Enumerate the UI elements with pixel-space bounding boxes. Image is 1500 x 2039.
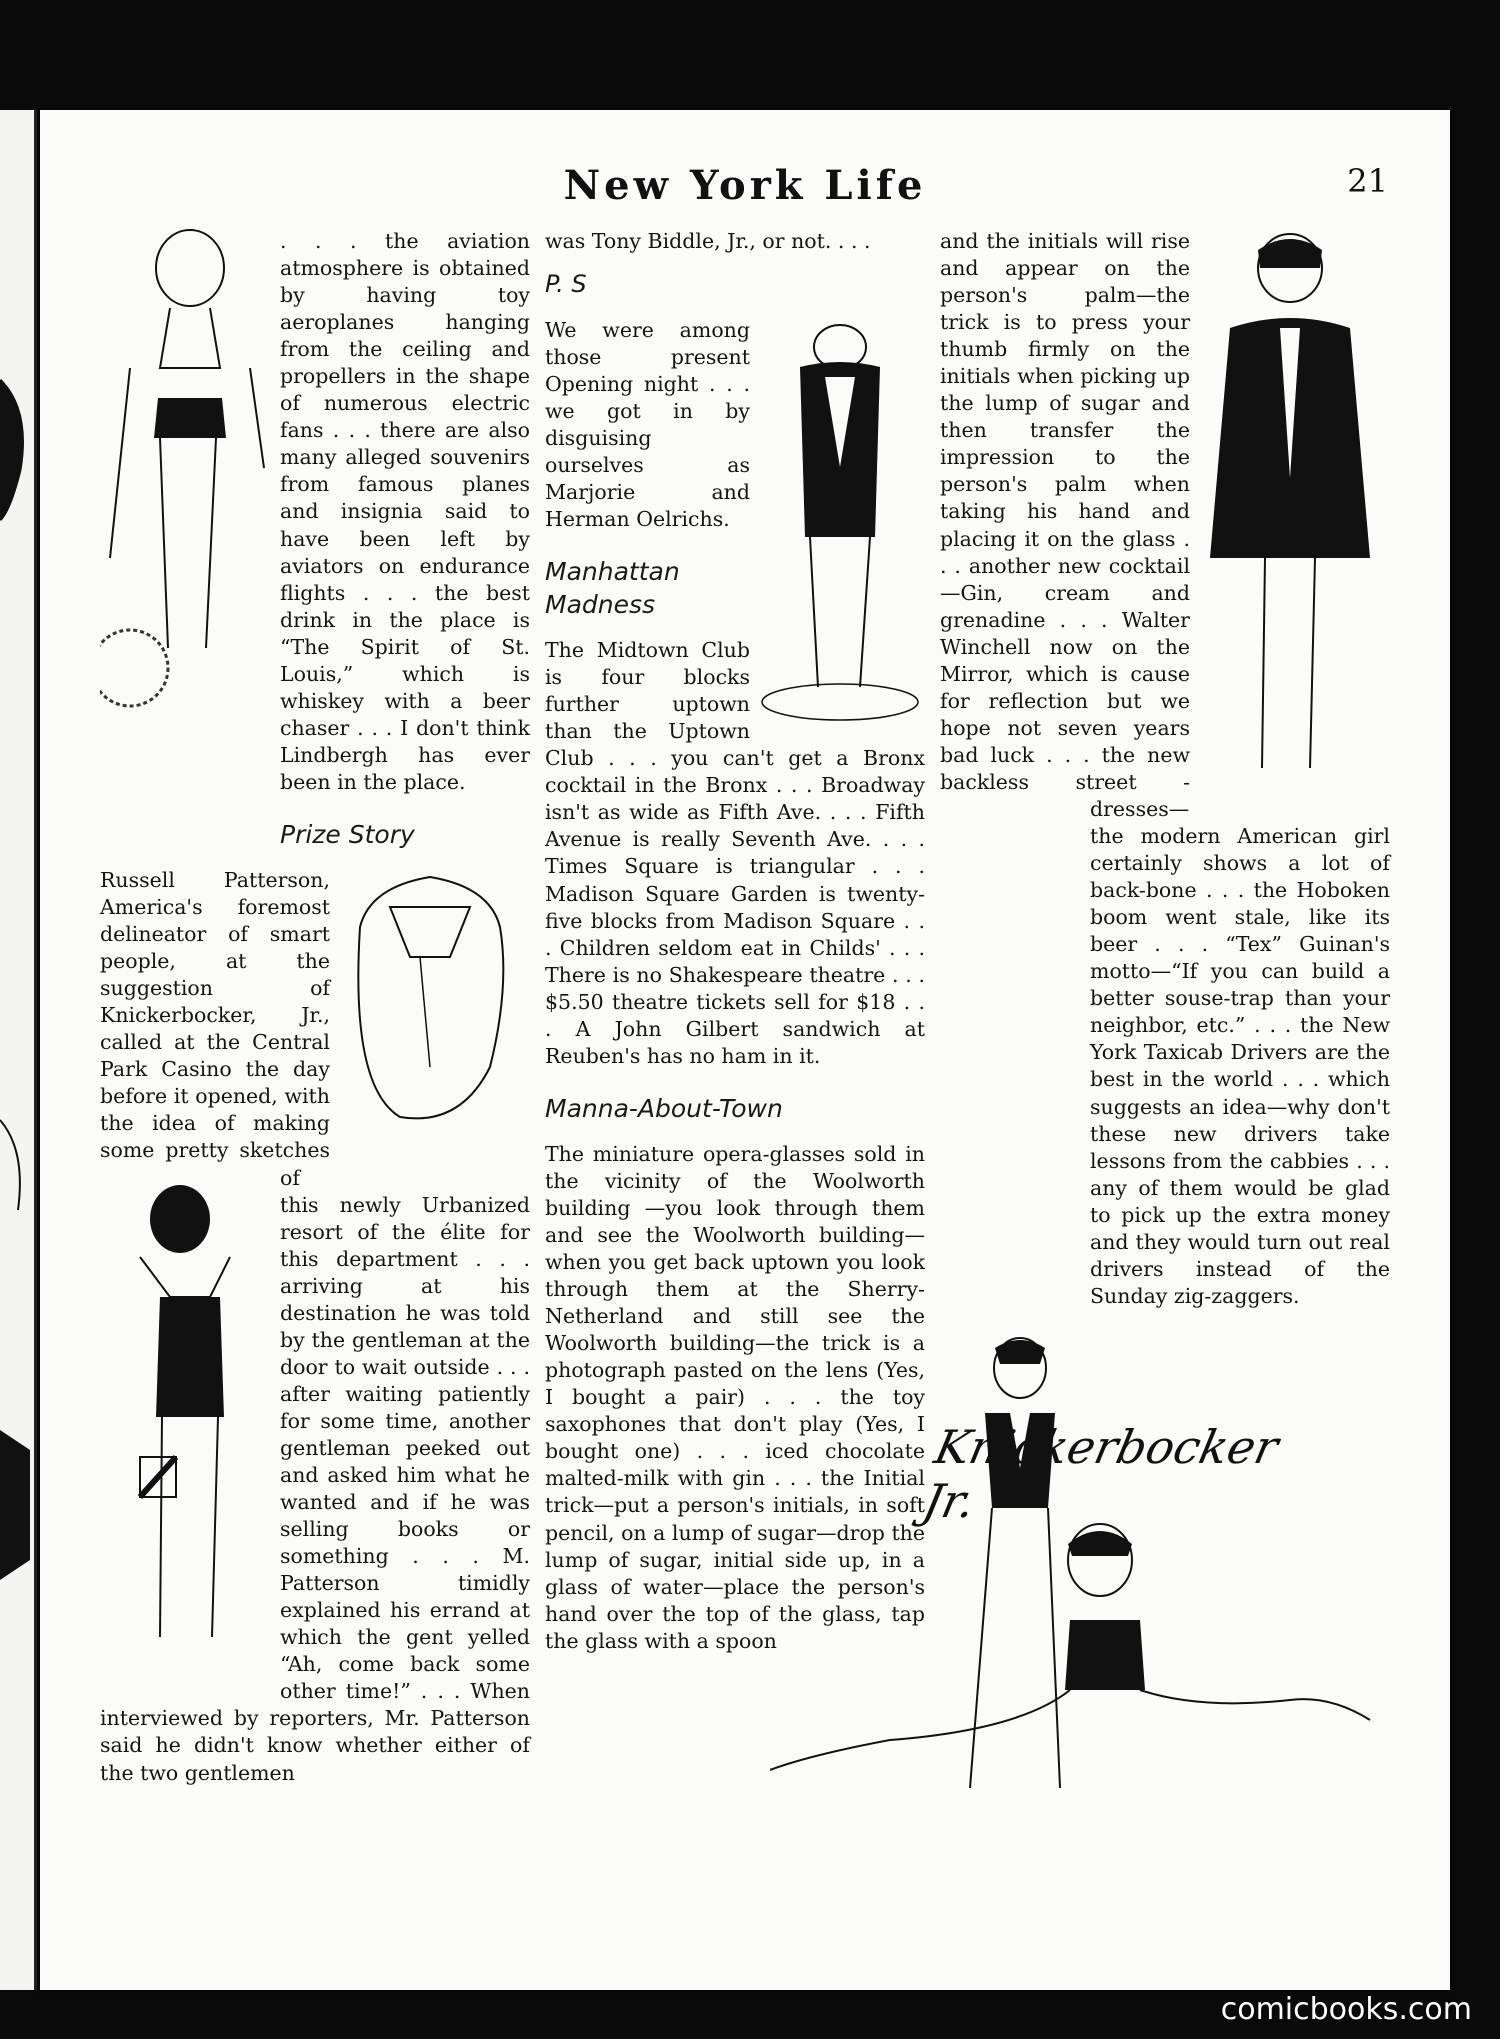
article-initial-trick-continued: and the initials will rise and appear on the person's palm—the trick is to press your thumb firmly on the initials when picking up the lump of sugar and then transfer the impression to the person's palm when taking his hand and placing it on the glass . . . another new cocktail—Gin, cream and grenadine . . . Walter Winchell now on the Mirror, which is cause for reflection but we hope not seven years bad luck . . . the new backless street - dresses— the modern American girl certainly shows a lot of back-bone . . . the Hoboken boom went stale, like its beer . . . “Tex” Guinan's motto—“If you can build a better souse-trap than your neighbor, etc.” . . . the New York Taxicab Drivers are the best in the world . . . which suggests an idea—why don't these new drivers take lessons from the cabbies . . . any of them would be glad to pick up the extra money and they would turn out real drivers instead of the Sunday zig-zaggers. xyxy=(940,229,1390,1308)
sketch-woman-in-coat xyxy=(1190,228,1390,808)
signature-knickerbocker: Knickerbocker Jr. xyxy=(918,1420,1284,1528)
column-left xyxy=(100,228,530,1797)
previous-page-edge xyxy=(0,110,37,1990)
article-aviation-atmosphere: . . . the aviation atmosphere is obtained by having toy aeroplanes hanging from the ceiling and propellers in the shape of numerous electric fans . . . there are also many alleged souvenirs from famous planes and insignia said to have been left by aviators on endurance flights . . . the best drink in the place is “The Spirit of St. Louis,” which is whiskey with a beer chaser . . . I don't think Lindbergh has ever been in the place. xyxy=(280,229,530,794)
sketch-hat-figure xyxy=(330,867,530,1167)
sketch-backless-dress xyxy=(750,317,925,727)
page-title: New York Life xyxy=(563,162,927,209)
magazine-page xyxy=(40,110,1450,1990)
heading-manhattan-madness: Manhattan Madness xyxy=(545,557,680,620)
heading-manna-about-town: Manna-About-Town xyxy=(545,1093,783,1123)
article-ps: We were among those present Opening night . . . we got in by disguising ourselves as Marjorie and Herman Oelrichs. xyxy=(545,317,750,532)
article-continuation: was Tony Biddle, Jr., or not. . . . xyxy=(545,229,871,253)
sketch-woman-aviator-outfit xyxy=(100,228,280,843)
article-manna-about-town: The miniature opera-glasses sold in the vicinity of the Woolworth building —you look through them and see the Woolworth building—when you get back uptown you look through them at the Sherry-Netherland and still see the Woolworth building—the trick is a photograph pasted on the lens (Yes, I bought a pair) . . . the toy saxophones that don't play (Yes, I bought one) . . . iced chocolate malted-milk with gin . . . the Initial trick—put a person's initials, in soft pencil, on a lump of sugar—drop the lump of sugar, initial side up, in a glass of water—place the person's hand over the top of the glass, tap the glass with a spoon xyxy=(545,1141,926,1653)
previous-page-sketch xyxy=(0,110,34,1990)
column-middle xyxy=(545,228,925,1665)
article-manhattan-madness: The Midtown Club is four blocks further uptown than the Uptown Club . . . you can't get a Bronx cocktail in the Bronx . . . Broadway isn't as wide as Fifth Ave. . . . Fifth Avenue is really Seventh Ave. . . . Times Square is triangular . . . Madison Square Garden is twenty-five blocks from Madison Square . . . Children seldom eat in Childs' . . . There is no Shakespeare theatre . . . $5.50 theatre tickets sell for $18 . . . A John Gilbert sandwich at Reuben's has no ham in it. xyxy=(545,638,925,1068)
sketch-reclining-woman xyxy=(770,1490,1390,1780)
heading-ps: P. S xyxy=(545,270,587,299)
sketch-woman-with-handbag xyxy=(100,1167,280,1687)
page-number: 21 xyxy=(1347,162,1388,200)
heading-prize-story: Prize Story xyxy=(280,819,415,849)
footer-watermark: comicbooks.com xyxy=(1220,1992,1472,2027)
article-prize-story: Russell Patterson, America's foremost delineator of smart people, at the suggestion of Knickerbocker, Jr., called at the Central Park Casino the day before it opened, with the idea of making some pretty sketches of this newly Urbanized resort of the élite for this department . . . arriving at his destination he was told by the gentleman at the door to wait outside . . . after waiting patiently for some time, another gentleman peeked out and asked him what he wanted and if he was selling books or something . . . M. Patterson timidly explained his errand at which the gent yelled “Ah, come back some other time!” . . . When interviewed by reporters, Mr. Patterson said he didn't know whether either of the two gentlemen xyxy=(100,867,530,1785)
